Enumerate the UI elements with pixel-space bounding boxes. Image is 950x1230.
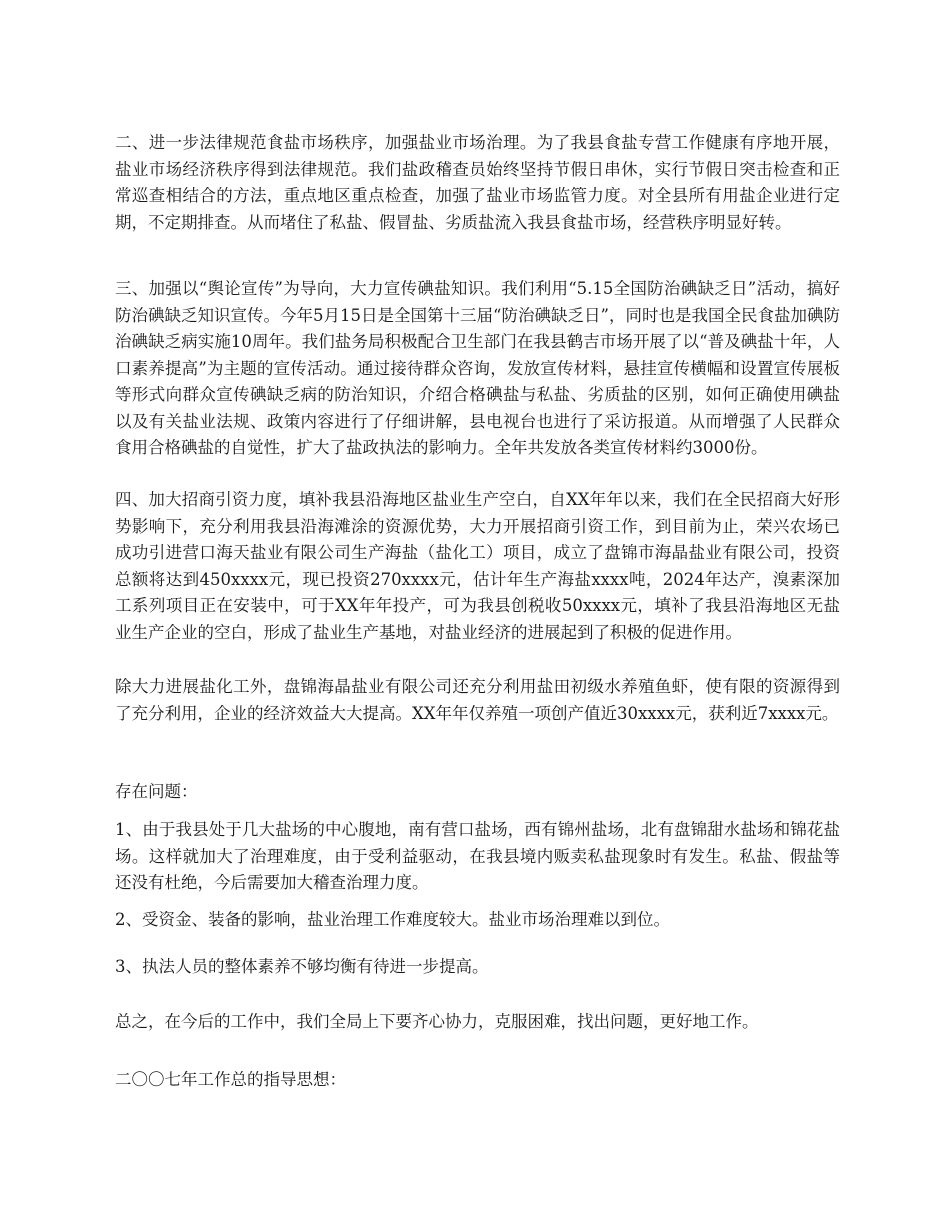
paragraph-iodized-salt-publicity: 三、加强以“舆论宣传”为导向，大力宣传碘盐知识。我们利用“5.15全国防治碘缺乏日”活动，搞好防治碘缺乏知识宣传。今年5月15日是全国第十三届“防治碘缺乏日”，同时也是我国全民食盐加碘防治碘缺乏病实施10周年。我们盐务局积极配合卫生部门在我县鹤吉市场开展了以“普及碘盐十年，人口素养提高”为主题的宣传活动。通过接待群众咨询，发放宣传材料，悬挂宣传横幅和设置宣传展板等形式向群众宣传碘缺乏病的防治知识，介绍合格碘盐与私盐、劣质盐的区别，如何正确使用碘盐以及有关盐业法规、政策内容进行了仔细讲解，县电视台也进行了采访报道。从而增强了人民群众食用合格碘盐的自觉性，扩大了盐政执法的影响力。全年共发放各类宣传材料约3000份。 bbox=[115, 279, 840, 457]
heading-existing-problems: 存在问题： bbox=[115, 782, 198, 801]
heading-guiding-ideology: 二〇〇七年工作总的指导思想： bbox=[115, 1070, 346, 1089]
problem-item-2: 2、受资金、装备的影响，盐业治理工作难度较大。盐业市场治理难以到位。 bbox=[115, 910, 670, 929]
paragraph-conclusion: 总之，在今后的工作中，我们全局上下要齐心协力，克服困难，找出问题，更好地工作。 bbox=[115, 1012, 759, 1031]
problem-item-1: 1、由于我县处于几大盐场的中心腹地，南有营口盐场，西有锦州盐场，北有盘锦甜水盐场和锦花盐场。这样就加大了治理难度，由于受利益驱动，在我县境内贩卖私盐现象时有发生。私盐、假盐等还没有杜绝，今后需要加大稽查治理力度。 bbox=[115, 820, 840, 892]
problem-item-3: 3、执法人员的整体素养不够均衡有待进一步提高。 bbox=[115, 957, 489, 976]
paragraph-investment-attraction: 四、加大招商引资力度，填补我县沿海地区盐业生产空白，自XX年年以来，我们在全民招商大好形势影响下，充分利用我县沿海滩涂的资源优势，大力开展招商引资工作，到目前为止，荣兴农场已成功引进营口海天盐业有限公司生产海盐（盐化工）项目，成立了盘锦市海晶盐业有限公司，投资总额将达到450xxxx元，现已投资270xxxx元，估计年生产海盐xxxx吨，2024年达产，溴素深加工系列项目正在安装中，可于XX年年投产，可为我县创税收50xxxx元，填补了我县沿海地区无盐业生产企业的空白，形成了盐业生产基地，对盐业经济的进展起到了积极的促进作用。 bbox=[115, 490, 840, 642]
paragraph-market-order: 二、进一步法律规范食盐市场秩序，加强盐业市场治理。为了我县食盐专营工作健康有序地开展，盐业市场经济秩序得到法律规范。我们盐政稽查员始终坚持节假日串休，实行节假日突击检查和正常巡查相结合的方法，重点地区重点检查，加强了盐业市场监管力度。对全县所有用盐企业进行定期，不定期排查。从而堵住了私盐、假冒盐、劣质盐流入我县食盐市场，经营秩序明显好转。 bbox=[115, 133, 840, 232]
paragraph-aquaculture: 除大力进展盐化工外，盘锦海晶盐业有限公司还充分利用盐田初级水养殖鱼虾，使有限的资源得到了充分利用，企业的经济效益大大提高。XX年年仅养殖一项创产值近30xxxx元，获利近7xxxx元。 bbox=[115, 677, 840, 723]
